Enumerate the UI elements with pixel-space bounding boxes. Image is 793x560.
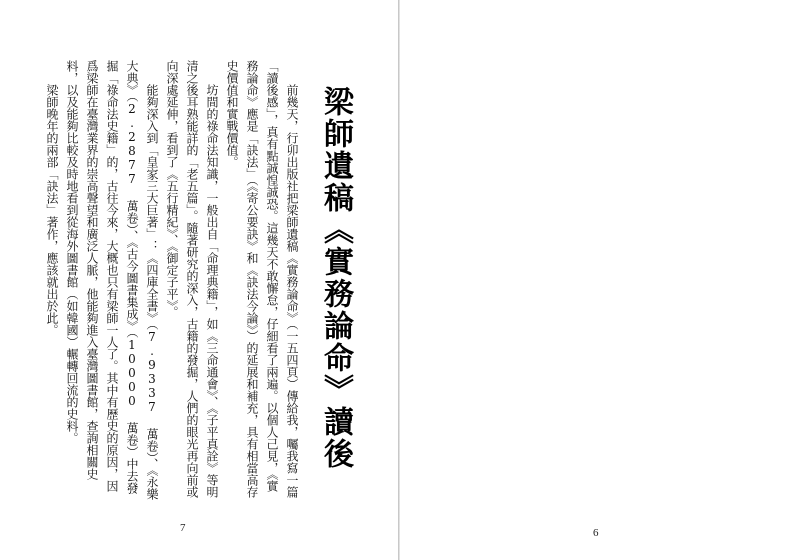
paragraph-2: 坊間的祿命法知識，一般出自「命理典籍」，如《三命通會》、《子平真詮》等明清之後耳熟能詳的「老五篇」。隨著研究的深入，古籍的發掘，人們的眼光再向前或向深處延伸，看到了《五行精紀》、《御定子平》。 <box>165 60 219 498</box>
paragraph-3: 能夠深入到「皇家三大巨著」：《四庫全書》（7.9337 萬卷）、《永樂大典》（2.2877 萬卷）、《古今圖書集成》（10000 萬卷）中去發掘「祿命法史籍」的，古往今來，大概也只有梁師一人了。其中有歷史的原因，因爲梁師在臺灣業界的崇高聲望和廣泛人脈，他能夠進入臺灣圖書館，查詢相關史料，以及能夠比較及時地看到從海外圖書館（如韓國）輾轉回流的史料。 <box>65 60 159 500</box>
paragraph-1: 前幾天，行卯出版社把梁師遺稿《實務論命》（一五四頁）傳給我，囑我寫一篇「讀後感」，真有點誠惶誠恐。這幾天不敢懈怠，仔細看了兩遍。以個人己見，《實務論命》應是「訣法」（《寄公要訣》和《訣法今論》）的延展和補充，具有相當高存史價值和實戰價值。 <box>225 60 299 498</box>
page-number-right: 6 <box>593 527 599 539</box>
article-body <box>45 60 302 500</box>
page-number-left: 7 <box>180 522 186 534</box>
article-title: 梁師遺稿《實務論命》讀後 <box>318 86 353 470</box>
paragraph-4: 梁師晚年的兩部「訣法」著作，應該就出於此。 <box>45 84 59 336</box>
page-gutter <box>398 0 400 560</box>
